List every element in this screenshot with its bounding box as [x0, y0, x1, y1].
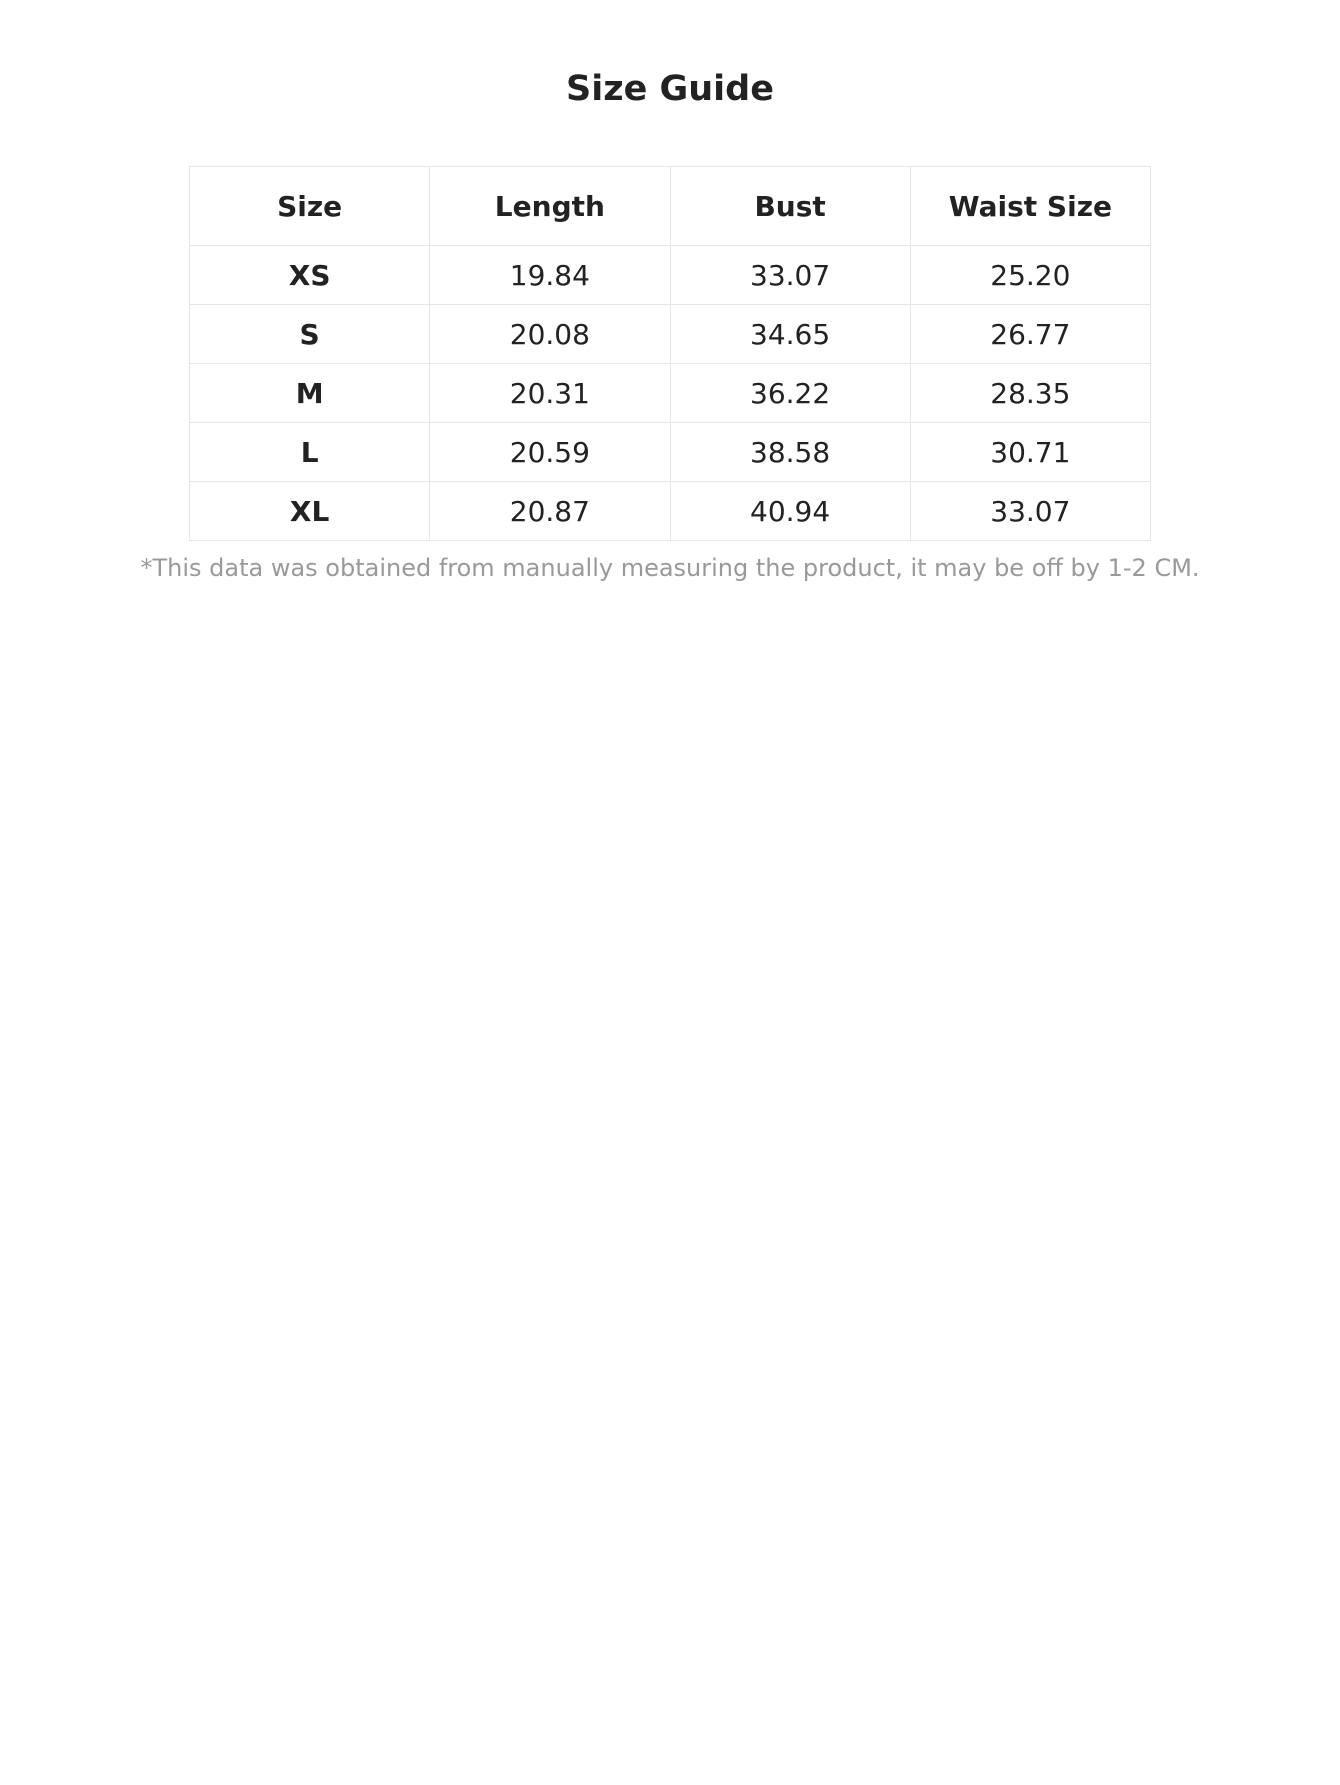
column-header-length: Length	[430, 167, 670, 246]
size-cell: XL	[190, 482, 430, 541]
size-cell: M	[190, 364, 430, 423]
table-header-row	[190, 167, 1151, 246]
bust-cell: 34.65	[670, 305, 910, 364]
bust-cell: 40.94	[670, 482, 910, 541]
waist-size-cell: 26.77	[910, 305, 1150, 364]
size-cell: L	[190, 423, 430, 482]
waist-size-cell: 28.35	[910, 364, 1150, 423]
bust-cell: 33.07	[670, 246, 910, 305]
size-cell: XS	[190, 246, 430, 305]
table-row	[190, 423, 1151, 482]
column-header-size: Size	[190, 167, 430, 246]
column-header-waist-size: Waist Size	[910, 167, 1150, 246]
measurement-disclaimer: *This data was obtained from manually measuring the product, it may be off by 1-2 CM.	[140, 554, 1200, 582]
table-row	[190, 246, 1151, 305]
column-header-bust: Bust	[670, 167, 910, 246]
bust-cell: 38.58	[670, 423, 910, 482]
length-cell: 20.08	[430, 305, 670, 364]
table-row	[190, 482, 1151, 541]
length-cell: 20.31	[430, 364, 670, 423]
length-cell: 20.59	[430, 423, 670, 482]
table-row	[190, 364, 1151, 423]
waist-size-cell: 25.20	[910, 246, 1150, 305]
length-cell: 20.87	[430, 482, 670, 541]
bust-cell: 36.22	[670, 364, 910, 423]
page-title: Size Guide	[566, 69, 774, 109]
size-guide-table	[189, 166, 1151, 541]
waist-size-cell: 30.71	[910, 423, 1150, 482]
size-cell: S	[190, 305, 430, 364]
length-cell: 19.84	[430, 246, 670, 305]
waist-size-cell: 33.07	[910, 482, 1150, 541]
table-row	[190, 305, 1151, 364]
